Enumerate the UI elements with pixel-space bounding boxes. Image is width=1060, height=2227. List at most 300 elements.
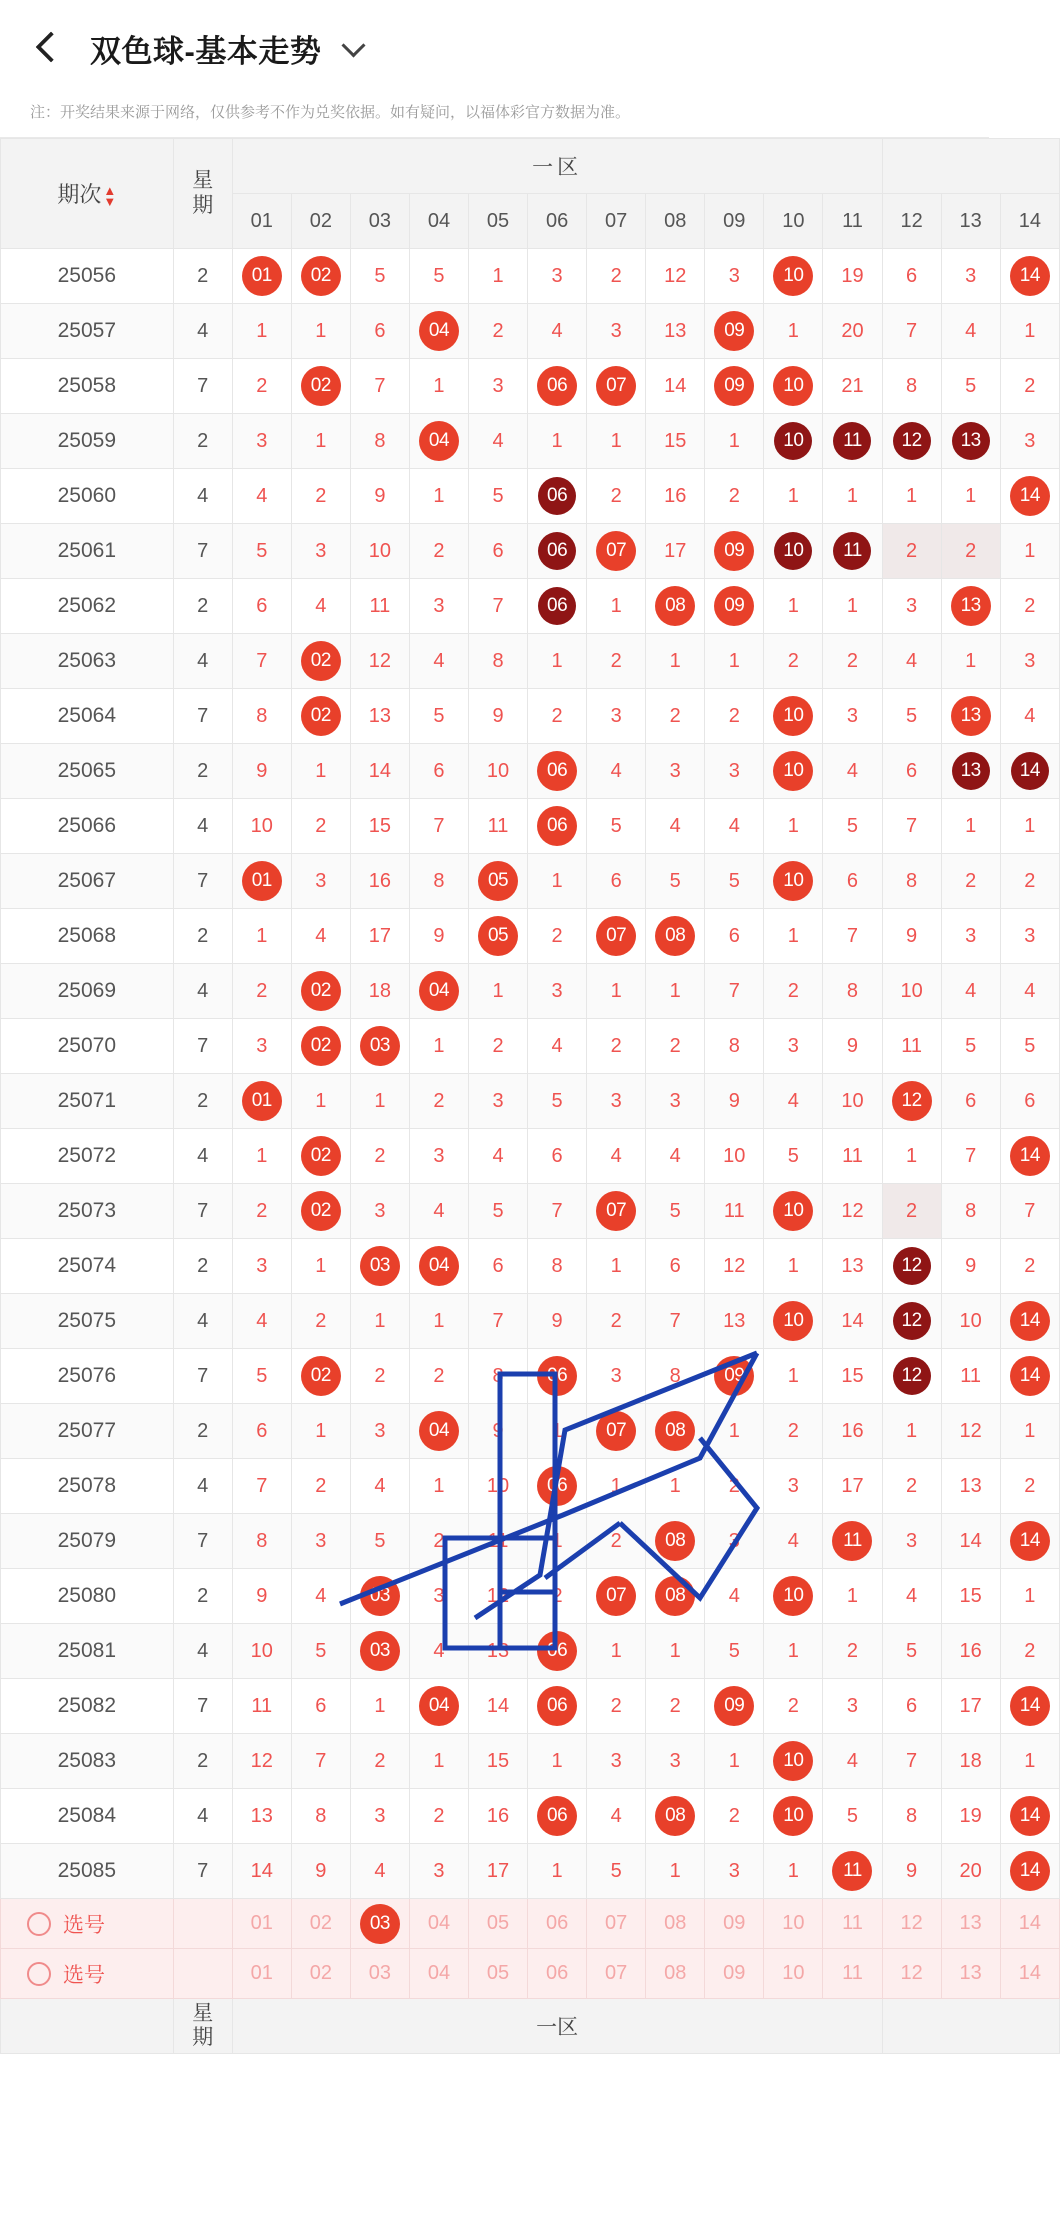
- table-cell[interactable]: [350, 1624, 409, 1679]
- table-cell[interactable]: [409, 1019, 468, 1074]
- table-cell[interactable]: [587, 1789, 646, 1844]
- pick-cell[interactable]: [646, 1949, 705, 1999]
- table-cell[interactable]: [587, 909, 646, 964]
- table-cell[interactable]: [764, 414, 823, 469]
- table-cell[interactable]: [882, 1514, 941, 1569]
- pick-cell[interactable]: [409, 1949, 468, 1999]
- table-cell[interactable]: [468, 1789, 527, 1844]
- table-cell[interactable]: [232, 689, 291, 744]
- table-cell[interactable]: [882, 1679, 941, 1734]
- table-cell[interactable]: [291, 799, 350, 854]
- number-ball-hit[interactable]: 02: [302, 1027, 340, 1065]
- row-issue[interactable]: 25057: [1, 304, 174, 359]
- table-cell[interactable]: [823, 1019, 882, 1074]
- pick-cell[interactable]: [232, 1949, 291, 1999]
- table-cell[interactable]: [409, 359, 468, 414]
- number-ball-hit[interactable]: 04: [420, 312, 458, 350]
- number-ball-hit[interactable]: 01: [243, 1082, 281, 1120]
- row-issue[interactable]: 25070: [1, 1019, 174, 1074]
- table-row[interactable]: [1, 1679, 1060, 1734]
- table-cell[interactable]: [528, 909, 587, 964]
- table-cell[interactable]: [941, 1624, 1000, 1679]
- table-cell[interactable]: [587, 1514, 646, 1569]
- table-cell[interactable]: [291, 414, 350, 469]
- row-issue[interactable]: 25061: [1, 524, 174, 579]
- table-cell[interactable]: [528, 1514, 587, 1569]
- pick-cell[interactable]: [882, 1949, 941, 1999]
- table-cell[interactable]: [350, 1569, 409, 1624]
- table-cell[interactable]: [823, 1184, 882, 1239]
- table-cell[interactable]: [705, 304, 764, 359]
- table-cell[interactable]: [232, 1349, 291, 1404]
- table-cell[interactable]: [1000, 1184, 1059, 1239]
- table-cell[interactable]: [350, 1349, 409, 1404]
- table-cell[interactable]: [941, 1019, 1000, 1074]
- number-ball-hit[interactable]: 07: [597, 532, 635, 570]
- table-cell[interactable]: [941, 1239, 1000, 1294]
- number-ball-hit[interactable]: 09: [715, 312, 753, 350]
- table-cell[interactable]: [1000, 1239, 1059, 1294]
- table-row[interactable]: [1, 1129, 1060, 1184]
- table-cell[interactable]: [823, 744, 882, 799]
- table-cell[interactable]: [587, 1184, 646, 1239]
- table-cell[interactable]: [232, 414, 291, 469]
- table-cell[interactable]: [232, 1129, 291, 1184]
- table-cell[interactable]: [764, 1404, 823, 1459]
- table-cell[interactable]: [764, 1789, 823, 1844]
- table-cell[interactable]: [882, 1074, 941, 1129]
- table-cell[interactable]: [941, 524, 1000, 579]
- table-cell[interactable]: [823, 799, 882, 854]
- table-cell[interactable]: [528, 1459, 587, 1514]
- row-issue[interactable]: 25075: [1, 1294, 174, 1349]
- table-cell[interactable]: [291, 1459, 350, 1514]
- number-ball-hit[interactable]: 03: [361, 1027, 399, 1065]
- table-cell[interactable]: [587, 1404, 646, 1459]
- pick-cell[interactable]: [941, 1949, 1000, 1999]
- table-cell[interactable]: [705, 1624, 764, 1679]
- number-ball-hit[interactable]: 10: [774, 1192, 812, 1230]
- table-cell[interactable]: [468, 964, 527, 1019]
- table-cell[interactable]: [941, 1789, 1000, 1844]
- number-ball-hit[interactable]: 02: [302, 1357, 340, 1395]
- table-cell[interactable]: [941, 689, 1000, 744]
- table-cell[interactable]: [528, 634, 587, 689]
- number-ball-hit[interactable]: 07: [597, 1192, 635, 1230]
- col-head-14[interactable]: 14: [1000, 194, 1059, 249]
- table-cell[interactable]: [587, 249, 646, 304]
- table-row[interactable]: [1, 1074, 1060, 1129]
- table-cell[interactable]: [468, 799, 527, 854]
- number-ball-hit[interactable]: 14: [1011, 1357, 1049, 1395]
- table-cell[interactable]: [350, 304, 409, 359]
- table-cell[interactable]: [823, 414, 882, 469]
- table-row[interactable]: [1, 414, 1060, 469]
- table-row[interactable]: [1, 1184, 1060, 1239]
- number-ball-hit[interactable]: 03: [361, 1577, 399, 1615]
- table-cell[interactable]: [468, 1404, 527, 1459]
- table-cell[interactable]: [941, 909, 1000, 964]
- table-row[interactable]: [1, 689, 1060, 744]
- table-cell[interactable]: [232, 359, 291, 414]
- table-row[interactable]: [1, 249, 1060, 304]
- table-cell[interactable]: [232, 249, 291, 304]
- table-cell[interactable]: [409, 1624, 468, 1679]
- number-ball-repeat[interactable]: 12: [893, 1357, 931, 1395]
- table-cell[interactable]: [882, 304, 941, 359]
- table-cell[interactable]: [232, 1844, 291, 1899]
- table-cell[interactable]: [350, 634, 409, 689]
- row-issue[interactable]: 25063: [1, 634, 174, 689]
- table-cell[interactable]: [409, 1789, 468, 1844]
- table-cell[interactable]: [941, 1074, 1000, 1129]
- table-cell[interactable]: [587, 1129, 646, 1184]
- table-cell[interactable]: [941, 414, 1000, 469]
- number-ball-hit[interactable]: 09: [715, 1357, 753, 1395]
- number-ball-hit[interactable]: 14: [1011, 1852, 1049, 1890]
- number-ball-hit[interactable]: 04: [420, 972, 458, 1010]
- table-cell[interactable]: [941, 799, 1000, 854]
- row-issue[interactable]: 25067: [1, 854, 174, 909]
- col-head-05[interactable]: 05: [468, 194, 527, 249]
- table-row[interactable]: [1, 524, 1060, 579]
- table-cell[interactable]: [823, 854, 882, 909]
- table-cell[interactable]: [528, 1074, 587, 1129]
- table-cell[interactable]: [350, 854, 409, 909]
- table-cell[interactable]: [409, 249, 468, 304]
- table-cell[interactable]: [941, 634, 1000, 689]
- table-cell[interactable]: [528, 1239, 587, 1294]
- table-cell[interactable]: [291, 249, 350, 304]
- pick-cell[interactable]: [528, 1899, 587, 1949]
- table-cell[interactable]: [941, 1404, 1000, 1459]
- table-cell[interactable]: [705, 1129, 764, 1184]
- table-cell[interactable]: [409, 1844, 468, 1899]
- table-cell[interactable]: [882, 1019, 941, 1074]
- table-cell[interactable]: [409, 634, 468, 689]
- number-ball-hit[interactable]: 02: [302, 257, 340, 295]
- number-ball-hit[interactable]: 08: [656, 1412, 694, 1450]
- table-cell[interactable]: [941, 1349, 1000, 1404]
- table-cell[interactable]: [646, 359, 705, 414]
- table-cell[interactable]: [232, 579, 291, 634]
- table-cell[interactable]: [882, 1624, 941, 1679]
- table-cell[interactable]: [646, 524, 705, 579]
- table-cell[interactable]: [646, 579, 705, 634]
- number-ball-hit[interactable]: 06: [538, 1357, 576, 1395]
- chevron-down-icon[interactable]: [343, 37, 365, 59]
- table-cell[interactable]: [587, 689, 646, 744]
- col-head-09[interactable]: 09: [705, 194, 764, 249]
- table-cell[interactable]: [350, 964, 409, 1019]
- table-cell[interactable]: [350, 1184, 409, 1239]
- row-issue[interactable]: 25068: [1, 909, 174, 964]
- number-ball-hit[interactable]: 08: [656, 1522, 694, 1560]
- table-cell[interactable]: [1000, 1734, 1059, 1789]
- row-issue[interactable]: 25081: [1, 1624, 174, 1679]
- pick-cell[interactable]: [291, 1949, 350, 1999]
- table-cell[interactable]: [882, 1349, 941, 1404]
- table-row[interactable]: [1, 1239, 1060, 1294]
- table-cell[interactable]: [705, 249, 764, 304]
- number-ball-hit[interactable]: 06: [538, 1467, 576, 1505]
- table-cell[interactable]: [409, 1239, 468, 1294]
- table-cell[interactable]: [882, 799, 941, 854]
- table-cell[interactable]: [409, 1734, 468, 1789]
- table-cell[interactable]: [764, 249, 823, 304]
- table-cell[interactable]: [291, 1349, 350, 1404]
- number-ball-hit[interactable]: 13: [952, 587, 990, 625]
- table-cell[interactable]: [291, 854, 350, 909]
- table-cell[interactable]: [941, 249, 1000, 304]
- pick-cell[interactable]: [291, 1899, 350, 1949]
- number-ball-hit[interactable]: 02: [302, 1192, 340, 1230]
- table-cell[interactable]: [646, 1679, 705, 1734]
- table-cell[interactable]: [468, 1734, 527, 1789]
- table-cell[interactable]: [468, 1624, 527, 1679]
- table-cell[interactable]: [468, 1239, 527, 1294]
- number-ball-repeat[interactable]: 06: [538, 532, 576, 570]
- table-cell[interactable]: [350, 469, 409, 524]
- number-ball-repeat[interactable]: 06: [538, 587, 576, 625]
- number-ball-hit[interactable]: 07: [597, 367, 635, 405]
- number-ball-hit[interactable]: 14: [1011, 477, 1049, 515]
- table-cell[interactable]: [528, 359, 587, 414]
- table-cell[interactable]: [528, 524, 587, 579]
- table-cell[interactable]: [823, 964, 882, 1019]
- table-cell[interactable]: [350, 524, 409, 579]
- table-row[interactable]: [1, 1459, 1060, 1514]
- table-cell[interactable]: [291, 469, 350, 524]
- table-cell[interactable]: [528, 1734, 587, 1789]
- table-cell[interactable]: [468, 1074, 527, 1129]
- table-cell[interactable]: [291, 524, 350, 579]
- table-cell[interactable]: [705, 1074, 764, 1129]
- table-row[interactable]: [1, 799, 1060, 854]
- table-cell[interactable]: [232, 1074, 291, 1129]
- row-issue[interactable]: 25085: [1, 1844, 174, 1899]
- table-cell[interactable]: [468, 249, 527, 304]
- row-issue[interactable]: 25076: [1, 1349, 174, 1404]
- table-cell[interactable]: [1000, 964, 1059, 1019]
- table-cell[interactable]: [705, 1514, 764, 1569]
- table-cell[interactable]: [291, 1844, 350, 1899]
- table-cell[interactable]: [409, 964, 468, 1019]
- table-cell[interactable]: [823, 1404, 882, 1459]
- table-cell[interactable]: [232, 799, 291, 854]
- pick-row[interactable]: [1, 1949, 1060, 1999]
- table-cell[interactable]: [646, 909, 705, 964]
- table-cell[interactable]: [1000, 799, 1059, 854]
- pick-cell[interactable]: [468, 1899, 527, 1949]
- row-issue[interactable]: 25084: [1, 1789, 174, 1844]
- number-ball-hit[interactable]: 08: [656, 1797, 694, 1835]
- table-cell[interactable]: [587, 304, 646, 359]
- table-cell[interactable]: [291, 304, 350, 359]
- table-cell[interactable]: [587, 1624, 646, 1679]
- number-ball-hit[interactable]: 11: [833, 1522, 871, 1560]
- table-cell[interactable]: [764, 1514, 823, 1569]
- table-cell[interactable]: [882, 414, 941, 469]
- table-cell[interactable]: [764, 689, 823, 744]
- table-row[interactable]: [1, 1019, 1060, 1074]
- table-cell[interactable]: [409, 1569, 468, 1624]
- table-cell[interactable]: [1000, 634, 1059, 689]
- col-head-08[interactable]: 08: [646, 194, 705, 249]
- table-cell[interactable]: [468, 1129, 527, 1184]
- table-cell[interactable]: [1000, 359, 1059, 414]
- number-ball-hit[interactable]: 06: [538, 1687, 576, 1725]
- table-cell[interactable]: [882, 689, 941, 744]
- table-cell[interactable]: [291, 1019, 350, 1074]
- col-head-01[interactable]: 01: [232, 194, 291, 249]
- table-cell[interactable]: [764, 1184, 823, 1239]
- table-cell[interactable]: [764, 964, 823, 1019]
- table-cell[interactable]: [528, 579, 587, 634]
- number-ball-hit[interactable]: 03: [361, 1632, 399, 1670]
- table-cell[interactable]: [646, 1514, 705, 1569]
- table-cell[interactable]: [1000, 304, 1059, 359]
- table-cell[interactable]: [705, 1844, 764, 1899]
- table-cell[interactable]: [823, 1294, 882, 1349]
- table-cell[interactable]: [528, 1349, 587, 1404]
- table-cell[interactable]: [409, 1679, 468, 1734]
- table-cell[interactable]: [232, 1789, 291, 1844]
- table-cell[interactable]: [350, 579, 409, 634]
- row-issue[interactable]: 25073: [1, 1184, 174, 1239]
- table-cell[interactable]: [764, 744, 823, 799]
- table-cell[interactable]: [468, 1569, 527, 1624]
- col-head-04[interactable]: 04: [409, 194, 468, 249]
- table-cell[interactable]: [468, 1019, 527, 1074]
- table-cell[interactable]: [468, 744, 527, 799]
- table-cell[interactable]: [764, 1844, 823, 1899]
- pick-cell-selected[interactable]: [350, 1899, 409, 1949]
- table-row[interactable]: [1, 469, 1060, 524]
- number-ball-hit[interactable]: 10: [774, 1577, 812, 1615]
- table-cell[interactable]: [764, 854, 823, 909]
- table-cell[interactable]: [882, 854, 941, 909]
- pick-cell[interactable]: [232, 1899, 291, 1949]
- table-cell[interactable]: [882, 1734, 941, 1789]
- table-cell[interactable]: [941, 1459, 1000, 1514]
- table-cell[interactable]: [350, 1734, 409, 1789]
- table-cell[interactable]: [409, 1349, 468, 1404]
- table-cell[interactable]: [409, 579, 468, 634]
- table-cell[interactable]: [1000, 249, 1059, 304]
- table-cell[interactable]: [823, 1239, 882, 1294]
- table-cell[interactable]: [1000, 854, 1059, 909]
- table-cell[interactable]: [409, 854, 468, 909]
- table-cell[interactable]: [705, 524, 764, 579]
- table-cell[interactable]: [823, 1844, 882, 1899]
- table-cell[interactable]: [528, 1844, 587, 1899]
- table-cell[interactable]: [291, 1294, 350, 1349]
- table-cell[interactable]: [764, 1239, 823, 1294]
- table-cell[interactable]: [646, 1789, 705, 1844]
- pick-cell[interactable]: [409, 1899, 468, 1949]
- number-ball-hit[interactable]: 01: [243, 257, 281, 295]
- table-cell[interactable]: [941, 854, 1000, 909]
- number-ball-hit[interactable]: 14: [1011, 1302, 1049, 1340]
- table-cell[interactable]: [941, 1679, 1000, 1734]
- table-cell[interactable]: [882, 1844, 941, 1899]
- pick-cell[interactable]: [764, 1949, 823, 1999]
- row-issue[interactable]: 25058: [1, 359, 174, 414]
- table-cell[interactable]: [823, 634, 882, 689]
- table-cell[interactable]: [587, 579, 646, 634]
- table-cell[interactable]: [764, 1349, 823, 1404]
- table-cell[interactable]: [587, 634, 646, 689]
- table-cell[interactable]: [764, 1019, 823, 1074]
- table-cell[interactable]: [291, 744, 350, 799]
- table-cell[interactable]: [587, 359, 646, 414]
- table-cell[interactable]: [882, 1789, 941, 1844]
- row-issue[interactable]: 25060: [1, 469, 174, 524]
- pick-cell[interactable]: [705, 1949, 764, 1999]
- table-cell[interactable]: [764, 524, 823, 579]
- table-cell[interactable]: [941, 1184, 1000, 1239]
- pick-cell[interactable]: [646, 1899, 705, 1949]
- table-cell[interactable]: [350, 799, 409, 854]
- pick-cell[interactable]: [764, 1899, 823, 1949]
- number-ball-hit[interactable]: 02: [302, 1137, 340, 1175]
- table-cell[interactable]: [646, 689, 705, 744]
- number-ball-hit[interactable]: 02: [302, 972, 340, 1010]
- table-cell[interactable]: [882, 579, 941, 634]
- table-cell[interactable]: [291, 359, 350, 414]
- number-ball-hit[interactable]: 09: [715, 1687, 753, 1725]
- table-cell[interactable]: [528, 1789, 587, 1844]
- number-ball-hit[interactable]: 14: [1011, 1797, 1049, 1835]
- table-cell[interactable]: [232, 1019, 291, 1074]
- trend-table-wrapper[interactable]: [0, 138, 1041, 2054]
- number-ball-hit[interactable]: 10: [774, 862, 812, 900]
- table-cell[interactable]: [823, 1349, 882, 1404]
- pick-cell[interactable]: [941, 1899, 1000, 1949]
- table-cell[interactable]: [528, 1184, 587, 1239]
- table-cell[interactable]: [1000, 909, 1059, 964]
- number-ball-hit[interactable]: 07: [597, 1577, 635, 1615]
- chevron-left-icon[interactable]: [30, 31, 64, 65]
- number-ball-hit[interactable]: 14: [1011, 1687, 1049, 1725]
- col-head-12[interactable]: 12: [882, 194, 941, 249]
- table-cell[interactable]: [350, 1679, 409, 1734]
- table-cell[interactable]: [350, 909, 409, 964]
- table-cell[interactable]: [705, 1734, 764, 1789]
- table-cell[interactable]: [705, 1569, 764, 1624]
- table-row[interactable]: [1, 1844, 1060, 1899]
- table-cell[interactable]: [587, 1019, 646, 1074]
- row-issue[interactable]: 25082: [1, 1679, 174, 1734]
- table-cell[interactable]: [528, 469, 587, 524]
- table-cell[interactable]: [528, 414, 587, 469]
- table-cell[interactable]: [291, 1624, 350, 1679]
- table-cell[interactable]: [409, 689, 468, 744]
- table-cell[interactable]: [232, 524, 291, 579]
- table-cell[interactable]: [232, 1679, 291, 1734]
- row-issue[interactable]: 25083: [1, 1734, 174, 1789]
- table-cell[interactable]: [882, 469, 941, 524]
- number-ball-hit[interactable]: 10: [774, 1797, 812, 1835]
- table-cell[interactable]: [823, 524, 882, 579]
- table-cell[interactable]: [291, 1514, 350, 1569]
- table-cell[interactable]: [232, 1239, 291, 1294]
- pick-cell[interactable]: [823, 1949, 882, 1999]
- table-cell[interactable]: [528, 1294, 587, 1349]
- circle-icon[interactable]: [27, 1962, 51, 1986]
- table-cell[interactable]: [350, 359, 409, 414]
